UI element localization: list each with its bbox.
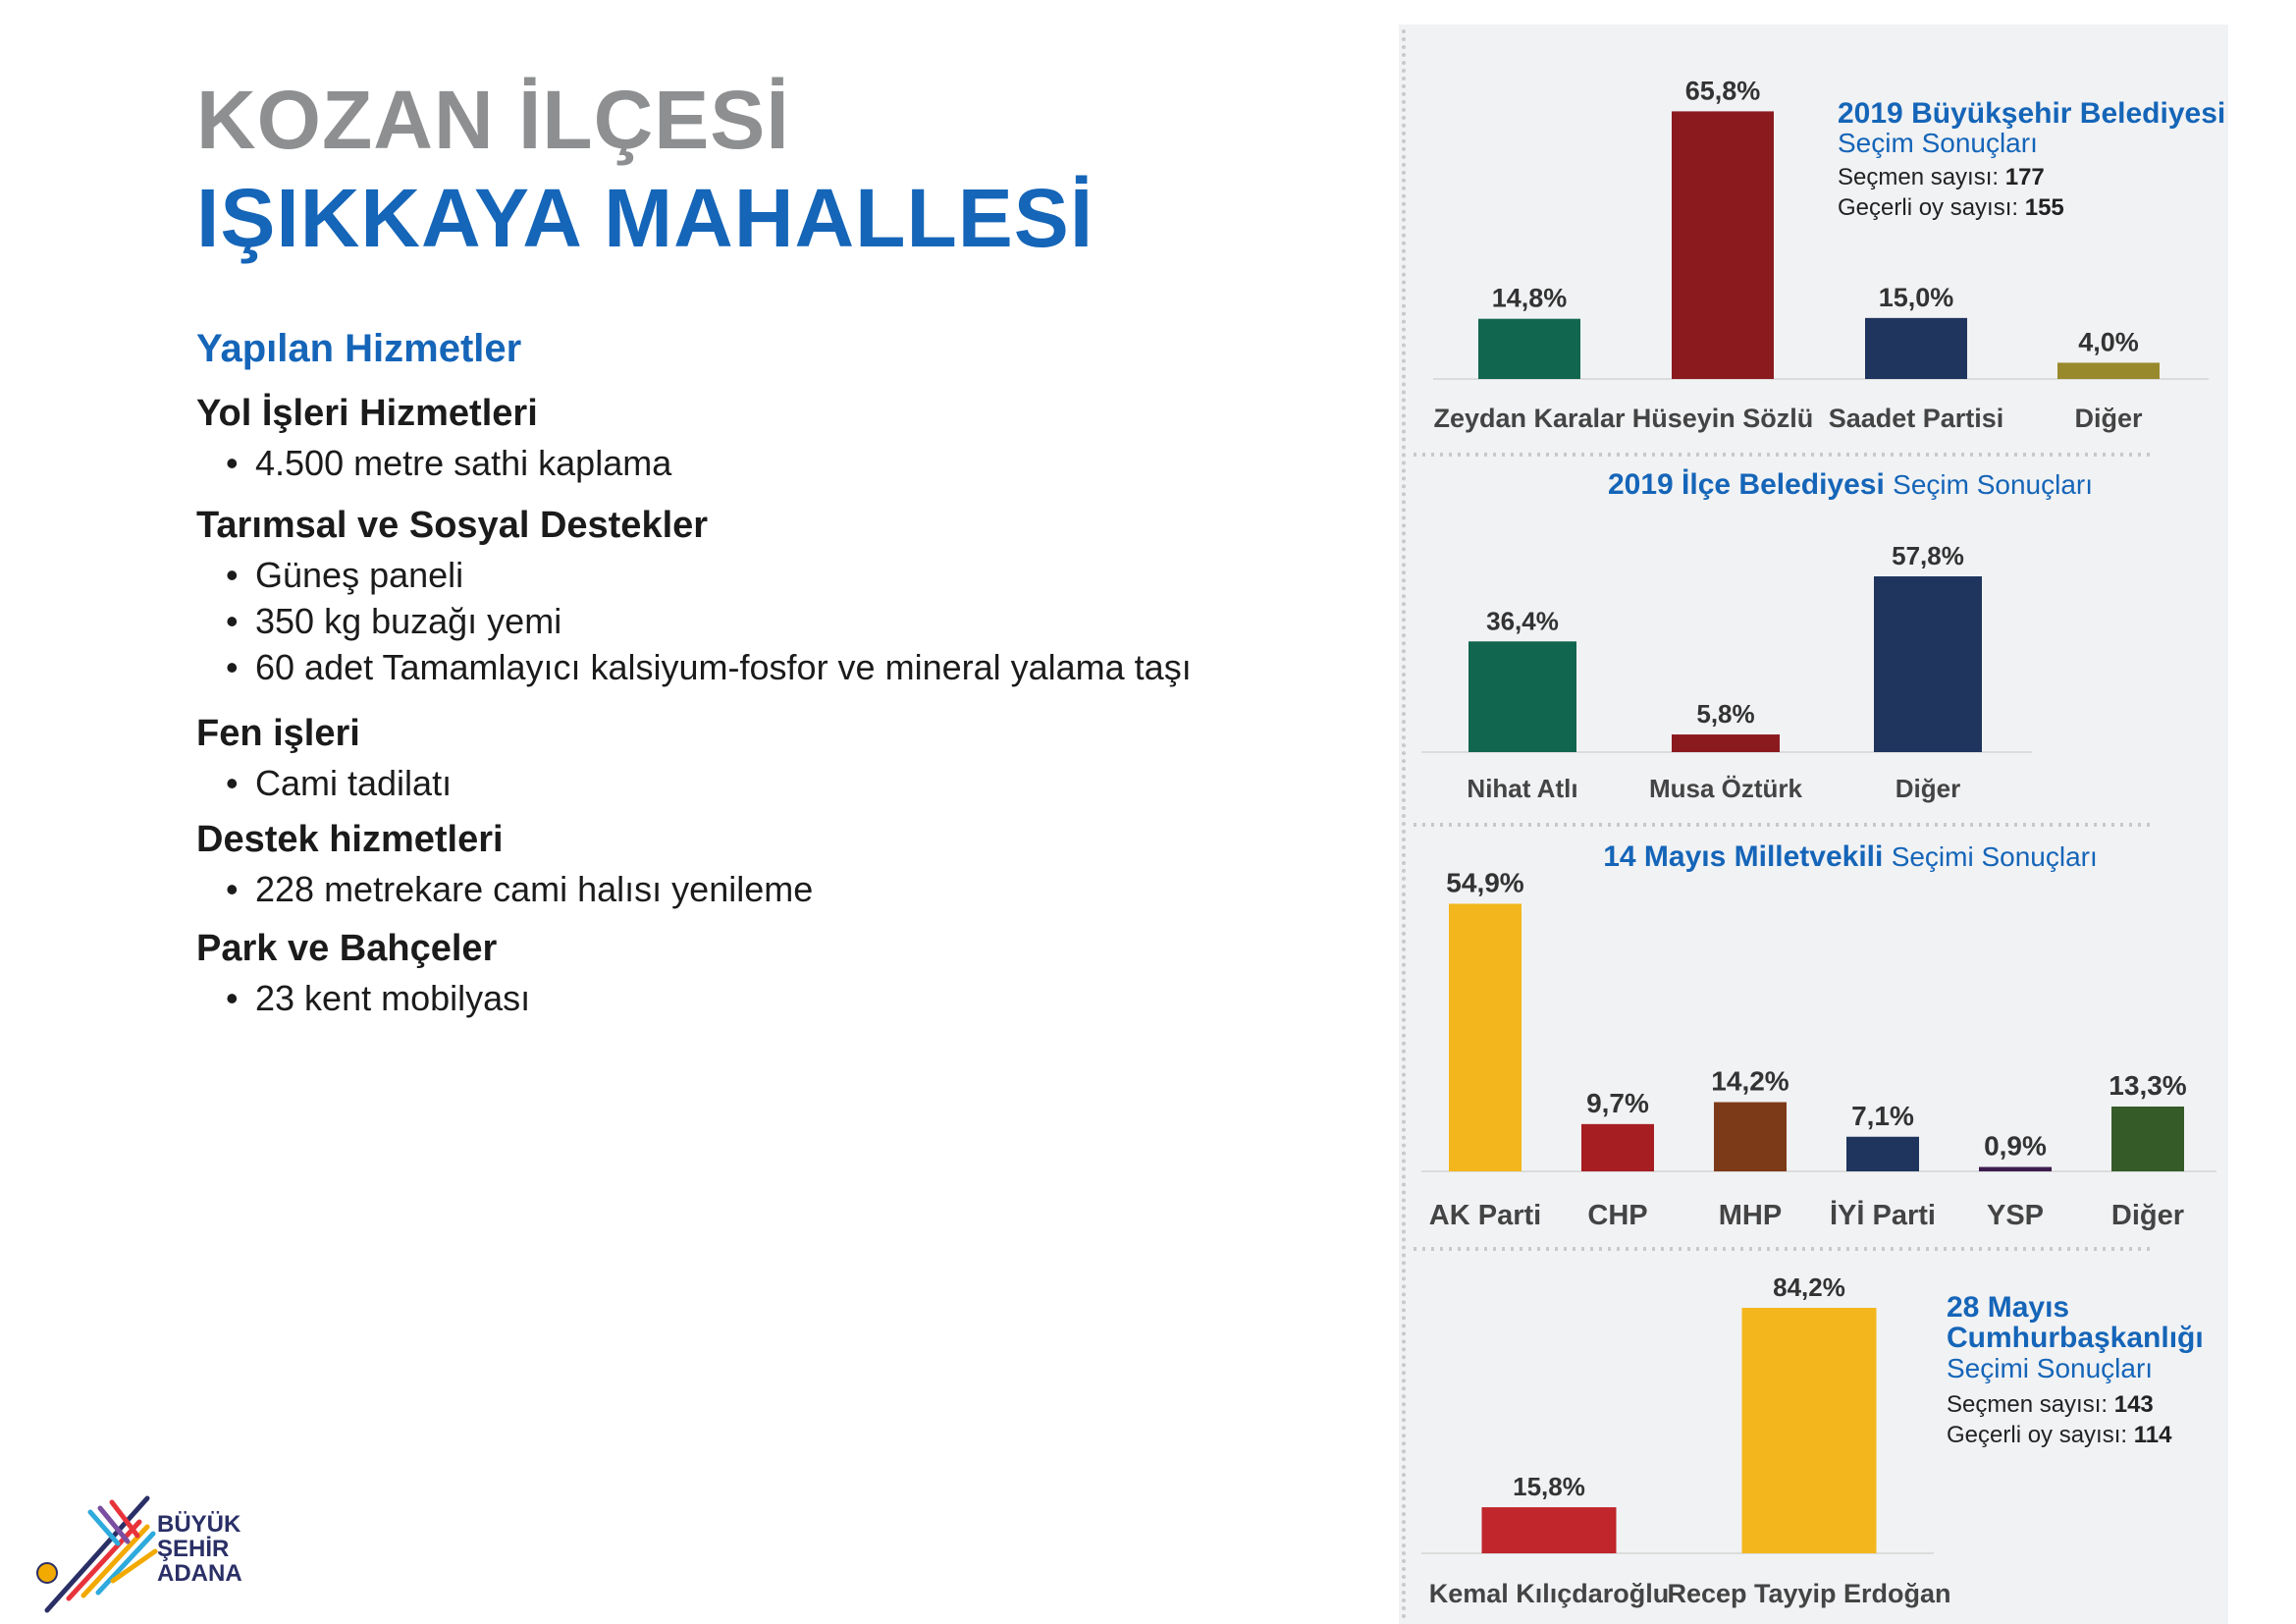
bar-ysp	[1979, 1167, 2052, 1171]
category-label: Diğer	[2110, 1200, 2185, 1231]
bar-value-label: 15,8%	[1513, 1472, 1585, 1502]
chart-title-sub: Seçim Sonuçları	[1893, 469, 2094, 500]
bar-value-label: 36,4%	[1486, 606, 1559, 636]
info-label: Seçmen sayısı:	[1838, 164, 2005, 190]
bar-di-er	[2111, 1107, 2184, 1171]
info-value: 177	[2004, 164, 2045, 190]
service-item: • 350 kg buzağı yemi	[255, 598, 1192, 644]
service-group-heading: Yol İşleri Hizmetleri	[196, 393, 538, 434]
chart-info-line	[1838, 194, 2064, 221]
bar-ak-parti	[1449, 903, 1522, 1171]
chart-subtitle: Seçim Sonuçları	[1838, 128, 2038, 158]
category-label: Nihat Atlı	[1467, 774, 1578, 803]
chart-info-line	[1838, 164, 2045, 190]
bar-i-yi-parti	[1846, 1137, 1919, 1171]
service-group-heading: Tarımsal ve Sosyal Destekler	[196, 505, 709, 546]
service-item: • 23 kent mobilyası	[255, 975, 530, 1021]
chart-title-sub: Seçimi Sonuçları	[1891, 841, 2098, 872]
chart-title: 2019 Büyükşehir Belediyesi	[1838, 97, 2226, 130]
category-label: MHP	[1718, 1200, 1783, 1231]
bar-value-label: 13,3%	[2109, 1069, 2187, 1101]
category-label: Saadet Partisi	[1828, 404, 2004, 433]
chart-title-line1: 28 Mayıs	[1947, 1291, 2070, 1324]
bar-value-label: 14,8%	[1491, 283, 1568, 313]
info-label: Seçmen sayısı:	[1947, 1391, 2114, 1418]
service-group-heading: Park ve Bahçeler	[196, 928, 498, 969]
bar-value-label: 0,9%	[1984, 1130, 2047, 1162]
info-value: 155	[2024, 194, 2064, 221]
chart-title-main: 14 Mayıs Milletvekili	[1603, 840, 1892, 873]
bar-nihat-atl-	[1468, 641, 1576, 752]
chart-title	[1603, 840, 2098, 873]
bar-chp	[1581, 1124, 1654, 1171]
chart-subtitle: Seçimi Sonuçları	[1947, 1353, 2154, 1383]
service-item: • 60 adet Tamamlayıcı kalsiyum-fosfor ve mineral yalama taşı	[255, 644, 1192, 690]
chart-title-line2: Cumhurbaşkanlığı	[1947, 1322, 2204, 1354]
bar-di-er	[2057, 362, 2160, 379]
category-label: AK Parti	[1428, 1200, 1542, 1231]
bar-value-label: 4,0%	[2078, 327, 2139, 357]
category-label: Kemal Kılıçdaroğlu	[1428, 1579, 1670, 1608]
bar-di-er	[1874, 576, 1982, 752]
category-label: Recep Tayyip Erdoğan	[1667, 1579, 1951, 1608]
bar-saadet-partisi	[1865, 318, 1967, 379]
bar-recep-tayyip-erdo-an	[1742, 1308, 1877, 1553]
bar-value-label: 9,7%	[1586, 1087, 1649, 1118]
bar-value-label: 84,2%	[1773, 1272, 1845, 1302]
category-label: Musa Öztürk	[1648, 774, 1803, 803]
bar-value-label: 54,9%	[1446, 867, 1524, 898]
chart-title-main: 2019 İlçe Belediyesi	[1607, 468, 1894, 501]
chart-title	[1608, 468, 2093, 501]
category-label: Zeydan Karalar	[1433, 404, 1626, 433]
category-label: CHP	[1587, 1200, 1648, 1231]
bar-mhp	[1714, 1103, 1787, 1171]
bar-value-label: 65,8%	[1684, 76, 1761, 106]
info-label: Geçerli oy sayısı:	[1838, 194, 2025, 221]
category-label: YSP	[1986, 1200, 2045, 1231]
info-label: Geçerli oy sayısı:	[1947, 1422, 2134, 1448]
bar-value-label: 7,1%	[1851, 1100, 1914, 1131]
category-label: Hüseyin Sözlü	[1631, 404, 1814, 433]
service-group-heading: Destek hizmetleri	[196, 819, 504, 860]
category-label: İYİ Parti	[1830, 1200, 1936, 1231]
bar-h-seyin-s-zl-	[1672, 111, 1774, 379]
service-group-heading: Fen işleri	[196, 713, 360, 754]
bar-kemal-k-l-daro-lu	[1482, 1507, 1617, 1553]
info-value: 114	[2133, 1422, 2172, 1448]
service-item: • 4.500 metre sathi kaplama	[255, 440, 671, 486]
bar-value-label: 15,0%	[1878, 282, 1954, 312]
chart-info-line	[1947, 1391, 2154, 1418]
bar-value-label: 5,8%	[1696, 699, 1755, 730]
category-label: Diğer	[2074, 404, 2143, 433]
service-item: • Cami tadilatı	[255, 760, 452, 806]
category-label: Diğer	[1895, 774, 1961, 803]
service-item: • Güneş paneli	[255, 552, 1192, 598]
district-title: KOZAN İLÇESİ	[196, 74, 790, 166]
services-title: Yapılan Hizmetler	[196, 327, 522, 370]
bar-value-label: 14,2%	[1711, 1065, 1789, 1097]
neighborhood-title: IŞIKKAYA MAHALLESİ	[196, 172, 1095, 264]
service-item: • 228 metrekare cami halısı yenileme	[255, 866, 813, 912]
logo-wordmark: BÜYÜK ŞEHİR ADANA	[157, 1511, 242, 1587]
info-value: 143	[2113, 1391, 2154, 1418]
bar-zeydan-karalar	[1478, 319, 1580, 379]
chart-info-line	[1947, 1422, 2172, 1448]
bar-value-label: 57,8%	[1892, 541, 1964, 571]
bar-musa-zt-rk	[1672, 734, 1780, 752]
